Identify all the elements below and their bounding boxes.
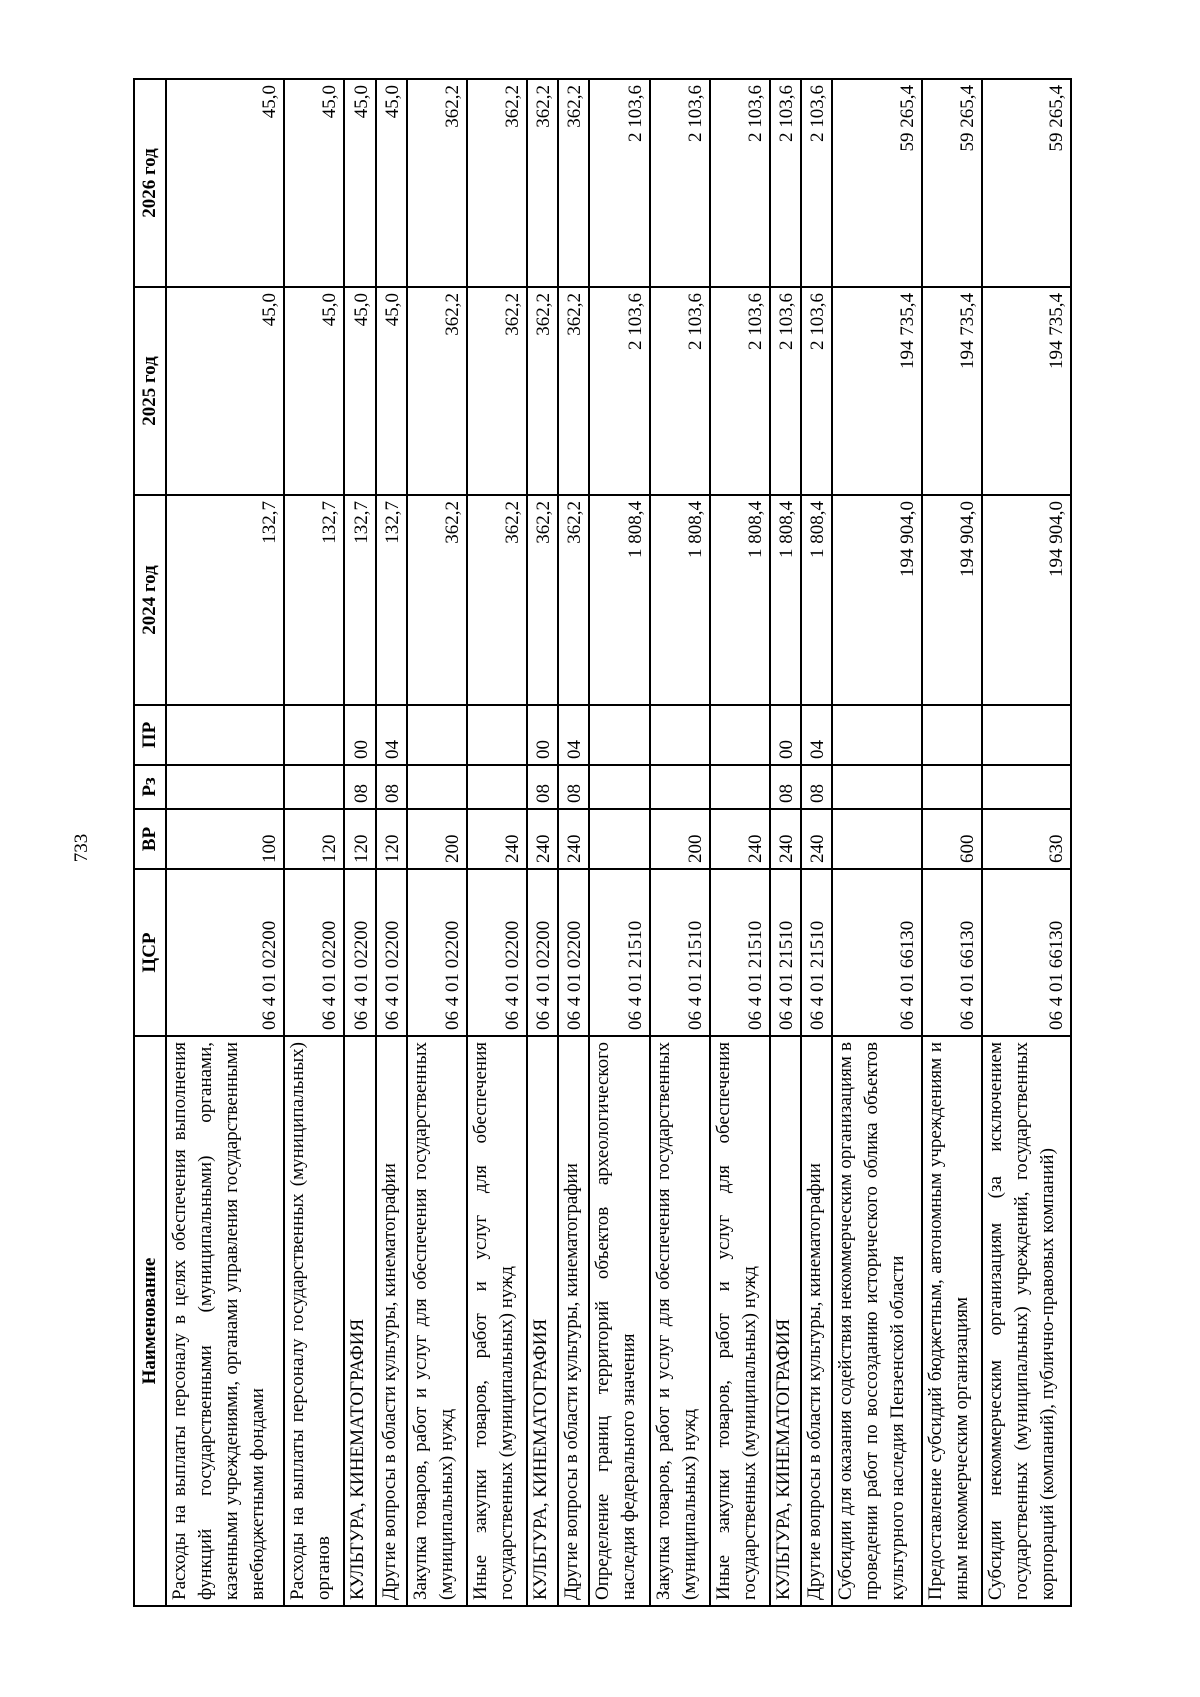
cell-name: КУЛЬТУРА, КИНЕМАТОГРАФИЯ xyxy=(770,1036,801,1606)
cell-vr: 240 xyxy=(801,809,832,869)
cell-y2024: 132,7 xyxy=(344,495,375,705)
cell-y2026: 2 103,6 xyxy=(801,79,832,287)
cell-y2024: 194 904,0 xyxy=(922,495,982,705)
cell-y2026: 362,2 xyxy=(407,79,467,287)
cell-csr: 06 4 01 21510 xyxy=(589,869,649,1036)
cell-y2026: 2 103,6 xyxy=(710,79,770,287)
header-csr: ЦСР xyxy=(134,869,166,1036)
cell-y2025: 45,0 xyxy=(166,287,284,495)
cell-pr: 00 xyxy=(527,705,558,765)
cell-pr xyxy=(922,705,982,765)
cell-y2024: 132,7 xyxy=(166,495,284,705)
cell-rz: 08 xyxy=(770,765,801,809)
cell-vr: 240 xyxy=(467,809,527,869)
cell-name: Другие вопросы в области культуры, кинематографии xyxy=(801,1036,832,1606)
cell-rz: 08 xyxy=(801,765,832,809)
cell-rz: 08 xyxy=(376,765,407,809)
rotated-table-container xyxy=(133,80,1072,1607)
cell-csr: 06 4 01 21510 xyxy=(710,869,770,1036)
header-rz: Рз xyxy=(134,765,166,809)
cell-y2025: 194 735,4 xyxy=(832,287,921,495)
table-row xyxy=(770,79,801,1606)
cell-y2025: 2 103,6 xyxy=(710,287,770,495)
cell-y2025: 362,2 xyxy=(527,287,558,495)
cell-rz xyxy=(982,765,1071,809)
cell-pr xyxy=(467,705,527,765)
table-row xyxy=(407,79,467,1606)
table-row xyxy=(650,79,710,1606)
cell-y2024: 362,2 xyxy=(527,495,558,705)
header-name: Наименование xyxy=(134,1036,166,1606)
header-row xyxy=(134,79,166,1606)
cell-y2026: 45,0 xyxy=(166,79,284,287)
cell-pr xyxy=(284,705,344,765)
table-row xyxy=(344,79,375,1606)
cell-y2025: 45,0 xyxy=(376,287,407,495)
cell-y2024: 132,7 xyxy=(376,495,407,705)
cell-vr: 120 xyxy=(376,809,407,869)
cell-pr xyxy=(832,705,921,765)
table-body xyxy=(166,79,1071,1606)
cell-csr: 06 4 01 02200 xyxy=(344,869,375,1036)
cell-y2026: 2 103,6 xyxy=(589,79,649,287)
cell-pr xyxy=(407,705,467,765)
cell-pr: 00 xyxy=(344,705,375,765)
cell-pr xyxy=(710,705,770,765)
cell-csr: 06 4 01 02200 xyxy=(284,869,344,1036)
table-row xyxy=(589,79,649,1606)
cell-y2026: 45,0 xyxy=(344,79,375,287)
cell-name: Закупка товаров, работ и услуг для обеспечения государственных (муниципальных) нужд xyxy=(650,1036,710,1606)
cell-name: Расходы на выплаты персоналу в целях обеспечения выполнения функций государственными (муниципальными) органами, казенными учреждениями, органами управления государственными внебюджетными фондами xyxy=(166,1036,284,1606)
cell-y2026: 45,0 xyxy=(376,79,407,287)
table-row xyxy=(982,79,1071,1606)
cell-pr xyxy=(650,705,710,765)
cell-pr: 00 xyxy=(770,705,801,765)
cell-csr: 06 4 01 02200 xyxy=(407,869,467,1036)
cell-y2026: 2 103,6 xyxy=(650,79,710,287)
cell-y2024: 1 808,4 xyxy=(710,495,770,705)
cell-csr: 06 4 01 21510 xyxy=(770,869,801,1036)
cell-y2024: 362,2 xyxy=(467,495,527,705)
cell-vr: 240 xyxy=(710,809,770,869)
table-row xyxy=(284,79,344,1606)
cell-y2026: 362,2 xyxy=(467,79,527,287)
cell-y2024: 194 904,0 xyxy=(982,495,1071,705)
cell-rz xyxy=(922,765,982,809)
cell-pr: 04 xyxy=(801,705,832,765)
cell-rz: 08 xyxy=(527,765,558,809)
cell-csr: 06 4 01 66130 xyxy=(922,869,982,1036)
cell-name: Субсидии некоммерческим организациям (за исключением государственных (муниципальных) учреждений, государственных корпораций (компаний), публично-правовых компаний) xyxy=(982,1036,1071,1606)
cell-y2024: 1 808,4 xyxy=(770,495,801,705)
table-row xyxy=(558,79,589,1606)
cell-vr xyxy=(589,809,649,869)
cell-name: Иные закупки товаров, работ и услуг для обеспечения государственных (муниципальных) нужд xyxy=(467,1036,527,1606)
cell-name: КУЛЬТУРА, КИНЕМАТОГРАФИЯ xyxy=(344,1036,375,1606)
cell-csr: 06 4 01 02200 xyxy=(558,869,589,1036)
table-row xyxy=(922,79,982,1606)
cell-rz: 08 xyxy=(558,765,589,809)
cell-vr: 100 xyxy=(166,809,284,869)
cell-name: Предоставление субсидий бюджетным, автономным учреждениям и иным некоммерческим организациям xyxy=(922,1036,982,1606)
cell-rz xyxy=(589,765,649,809)
cell-name: Расходы на выплаты персоналу государственных (муниципальных) органов xyxy=(284,1036,344,1606)
header-2024: 2024 год xyxy=(134,495,166,705)
cell-pr: 04 xyxy=(376,705,407,765)
cell-rz xyxy=(284,765,344,809)
cell-rz xyxy=(166,765,284,809)
table-row xyxy=(467,79,527,1606)
cell-csr: 06 4 01 02200 xyxy=(467,869,527,1036)
cell-vr: 120 xyxy=(344,809,375,869)
cell-y2026: 45,0 xyxy=(284,79,344,287)
cell-vr: 240 xyxy=(770,809,801,869)
cell-csr: 06 4 01 02200 xyxy=(376,869,407,1036)
cell-y2025: 2 103,6 xyxy=(801,287,832,495)
cell-rz xyxy=(467,765,527,809)
cell-csr: 06 4 01 66130 xyxy=(982,869,1071,1036)
cell-rz xyxy=(407,765,467,809)
cell-y2025: 2 103,6 xyxy=(770,287,801,495)
header-pr: ПР xyxy=(134,705,166,765)
cell-name: Определение границ территорий объектов археологического наследия федерального значения xyxy=(589,1036,649,1606)
table-row xyxy=(166,79,284,1606)
cell-pr xyxy=(589,705,649,765)
cell-rz xyxy=(650,765,710,809)
cell-y2024: 362,2 xyxy=(558,495,589,705)
cell-vr: 630 xyxy=(982,809,1071,869)
cell-csr: 06 4 01 02200 xyxy=(166,869,284,1036)
cell-csr: 06 4 01 21510 xyxy=(650,869,710,1036)
cell-vr: 200 xyxy=(407,809,467,869)
cell-y2026: 59 265,4 xyxy=(982,79,1071,287)
cell-pr xyxy=(982,705,1071,765)
cell-y2024: 362,2 xyxy=(407,495,467,705)
cell-vr: 200 xyxy=(650,809,710,869)
table-row xyxy=(527,79,558,1606)
cell-y2024: 132,7 xyxy=(284,495,344,705)
cell-y2025: 2 103,6 xyxy=(650,287,710,495)
cell-y2025: 362,2 xyxy=(558,287,589,495)
cell-y2025: 194 735,4 xyxy=(982,287,1071,495)
cell-y2026: 362,2 xyxy=(558,79,589,287)
header-2026: 2026 год xyxy=(134,79,166,287)
cell-pr: 04 xyxy=(558,705,589,765)
cell-y2025: 45,0 xyxy=(344,287,375,495)
cell-y2024: 1 808,4 xyxy=(589,495,649,705)
cell-name: Иные закупки товаров, работ и услуг для обеспечения государственных (муниципальных) нужд xyxy=(710,1036,770,1606)
table-row xyxy=(832,79,921,1606)
budget-table xyxy=(133,78,1072,1607)
cell-y2025: 45,0 xyxy=(284,287,344,495)
cell-vr: 240 xyxy=(527,809,558,869)
cell-vr: 600 xyxy=(922,809,982,869)
cell-rz xyxy=(710,765,770,809)
cell-y2025: 362,2 xyxy=(407,287,467,495)
header-2025: 2025 год xyxy=(134,287,166,495)
cell-pr xyxy=(166,705,284,765)
cell-y2026: 59 265,4 xyxy=(922,79,982,287)
cell-csr: 06 4 01 21510 xyxy=(801,869,832,1036)
cell-y2026: 362,2 xyxy=(527,79,558,287)
header-vr: ВР xyxy=(134,809,166,869)
cell-csr: 06 4 01 02200 xyxy=(527,869,558,1036)
page-number: 733 xyxy=(71,833,92,863)
table-row xyxy=(801,79,832,1606)
table-row xyxy=(710,79,770,1606)
cell-y2026: 59 265,4 xyxy=(832,79,921,287)
cell-vr xyxy=(832,809,921,869)
table-row xyxy=(376,79,407,1606)
cell-name: Другие вопросы в области культуры, кинематографии xyxy=(558,1036,589,1606)
cell-name: Субсидии для оказания содействия некоммерческим организациям в проведении работ по воссозданию исторического облика объектов культурного наследия Пензенской области xyxy=(832,1036,921,1606)
cell-csr: 06 4 01 66130 xyxy=(832,869,921,1036)
cell-vr: 120 xyxy=(284,809,344,869)
cell-y2025: 194 735,4 xyxy=(922,287,982,495)
cell-rz xyxy=(832,765,921,809)
cell-vr: 240 xyxy=(558,809,589,869)
cell-y2026: 2 103,6 xyxy=(770,79,801,287)
cell-y2025: 362,2 xyxy=(467,287,527,495)
cell-name: Закупка товаров, работ и услуг для обеспечения государственных (муниципальных) нужд xyxy=(407,1036,467,1606)
cell-y2024: 1 808,4 xyxy=(650,495,710,705)
cell-name: КУЛЬТУРА, КИНЕМАТОГРАФИЯ xyxy=(527,1036,558,1606)
cell-rz: 08 xyxy=(344,765,375,809)
cell-name: Другие вопросы в области культуры, кинематографии xyxy=(376,1036,407,1606)
cell-y2024: 194 904,0 xyxy=(832,495,921,705)
cell-y2025: 2 103,6 xyxy=(589,287,649,495)
cell-y2024: 1 808,4 xyxy=(801,495,832,705)
